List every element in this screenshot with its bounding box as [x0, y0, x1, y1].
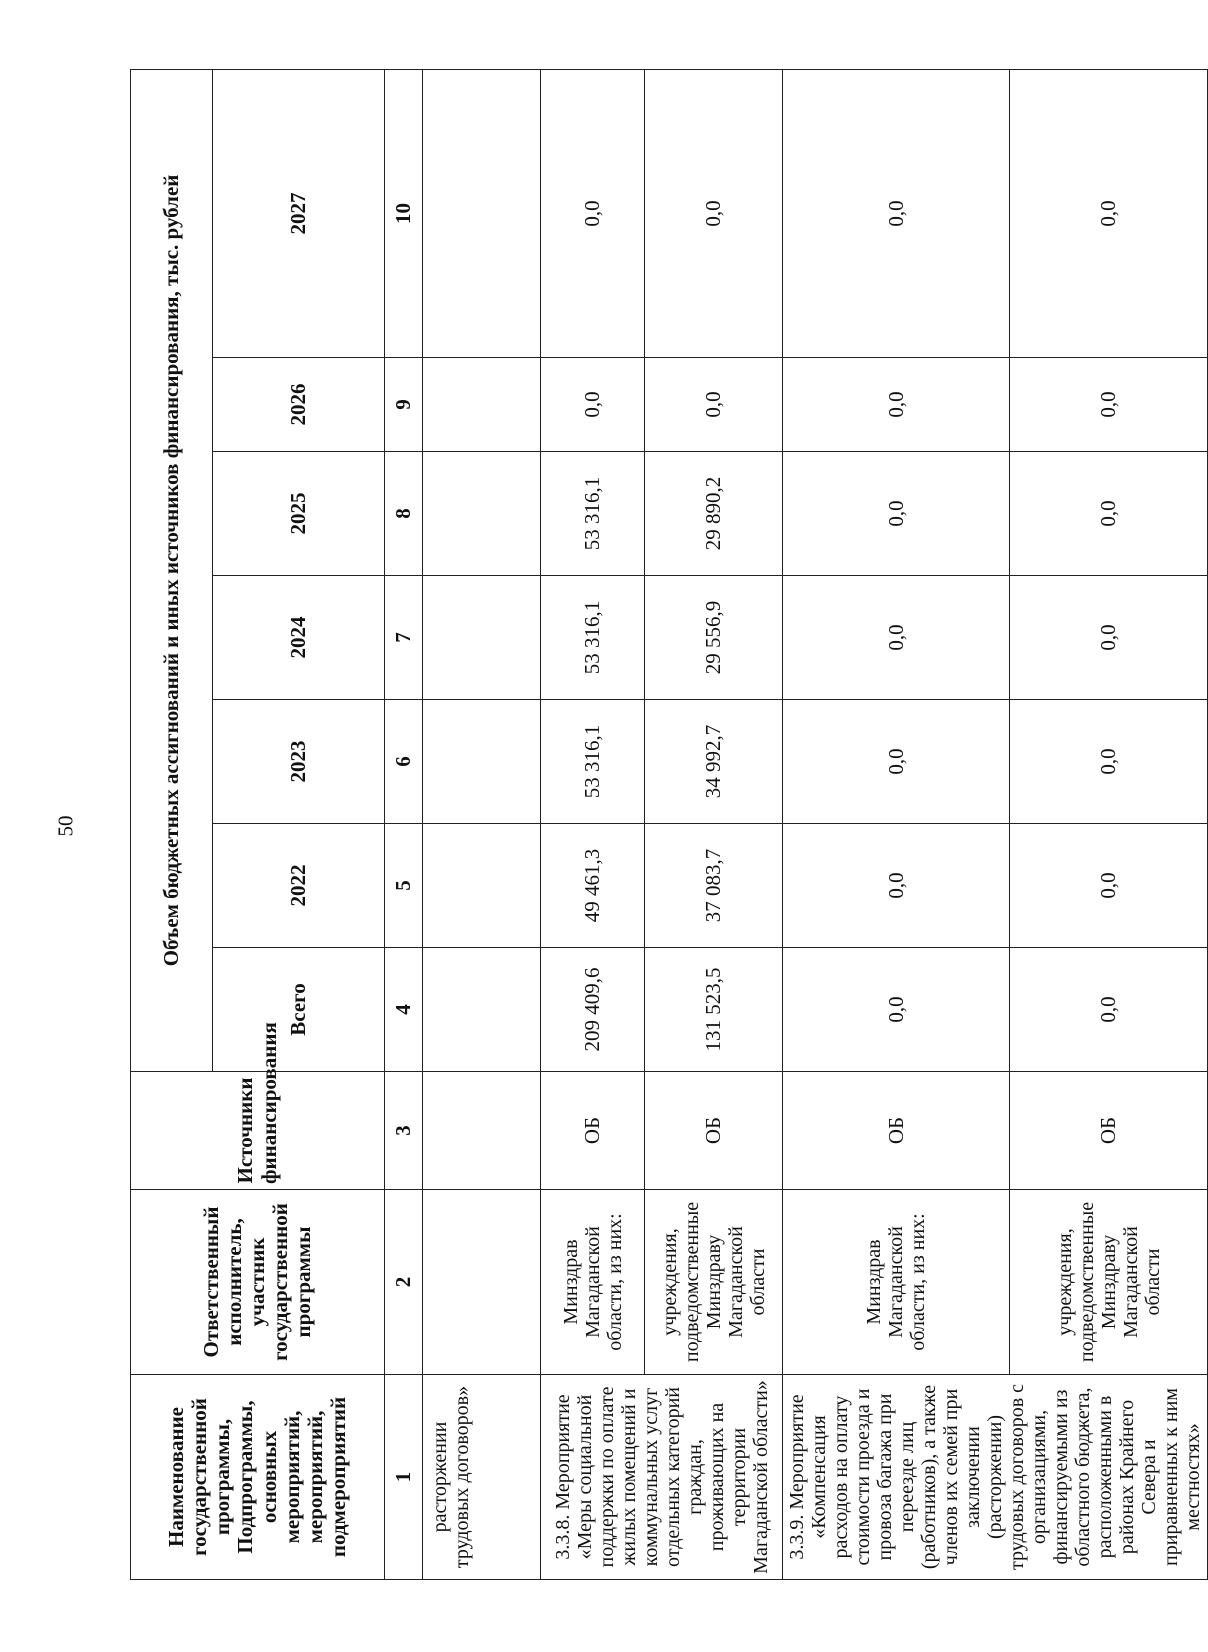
- value-cell: 0,0: [541, 69, 645, 357]
- header-year-total: Всего: [213, 948, 385, 1072]
- value-cell: 0,0: [783, 358, 1010, 452]
- item-name: 3.3.8. Мероприятие «Меры социальной поддержки по оплате жилых помещений и коммунальных услуг отдельных категорий граждан, проживающих на территории Магаданской области»: [541, 1375, 783, 1580]
- col-number: 3: [385, 1072, 423, 1190]
- col-number: 9: [385, 358, 423, 452]
- value-cell: 0,0: [1010, 69, 1208, 357]
- source-cell: ОБ: [645, 1072, 783, 1190]
- column-number-row: [385, 69, 423, 1579]
- executor-cell: учреждения, подведомственные Минздраву Магаданской области: [1010, 1190, 1208, 1375]
- table-row: [1010, 69, 1208, 1579]
- value-cell: 53 316,1: [541, 576, 645, 700]
- header-year-2026: 2026: [213, 358, 385, 452]
- value-cell: 0,0: [645, 69, 783, 357]
- item-name: 3.3.9. Мероприятие «Компенсация расходов на оплату стоимости проезда и провоза багажа при переезде лиц (работников), а также членов их семей при заключении (расторжении) трудовых договоров с организациями, финансируемыми из областного бюджета, расположенными в районах Крайнего Севера и приравненных к ним местностях»: [783, 1375, 1208, 1580]
- header-year-2023: 2023: [213, 700, 385, 824]
- value-cell: 0,0: [783, 824, 1010, 948]
- executor-cell: учреждения, подведомственные Минздраву Магаданской области: [645, 1190, 783, 1375]
- header-year-2024: 2024: [213, 576, 385, 700]
- value-cell: 37 083,7: [645, 824, 783, 948]
- header-group: Объем бюджетных ассигнований и иных источников финансирования, тыс. рублей: [131, 69, 213, 1071]
- budget-table: [130, 69, 1208, 1580]
- executor-cell: Минздрав Магаданской области, из них:: [541, 1190, 645, 1375]
- header-year-2025: 2025: [213, 452, 385, 576]
- value-cell: 0,0: [783, 700, 1010, 824]
- value-cell: 209 409,6: [541, 948, 645, 1072]
- col-number: 1: [385, 1375, 423, 1580]
- continuation-text: расторжении трудовых договоров»: [423, 1375, 541, 1580]
- value-cell: 0,0: [1010, 824, 1208, 948]
- value-cell: 0,0: [783, 948, 1010, 1072]
- value-cell: 34 992,7: [645, 700, 783, 824]
- value-cell: 53 316,1: [541, 700, 645, 824]
- table-row: [541, 69, 645, 1579]
- value-cell: 0,0: [783, 69, 1010, 357]
- value-cell: 0,0: [1010, 948, 1208, 1072]
- source-cell: ОБ: [1010, 1072, 1208, 1190]
- col-number: 6: [385, 700, 423, 824]
- continuation-row: [423, 69, 541, 1579]
- value-cell: 0,0: [645, 358, 783, 452]
- col-number: 5: [385, 824, 423, 948]
- header-name: Наименование государственной программы, Подпрограммы, основных мероприятий, мероприятий, подмероприятий: [131, 1375, 385, 1580]
- page-number: 50: [53, 815, 78, 837]
- col-number: 2: [385, 1190, 423, 1375]
- executor-cell: Минздрав Магаданской области, из них:: [783, 1190, 1010, 1375]
- value-cell: 0,0: [1010, 358, 1208, 452]
- table-row: [645, 69, 783, 1579]
- header-source: Источники финансирования: [131, 1072, 385, 1190]
- value-cell: 0,0: [1010, 576, 1208, 700]
- table-row: [783, 69, 1010, 1579]
- header-year-2027: 2027: [213, 69, 385, 357]
- value-cell: 0,0: [1010, 700, 1208, 824]
- value-cell: 0,0: [783, 452, 1010, 576]
- header-executor: Ответственный исполнитель, участник государственной программы: [131, 1190, 385, 1375]
- value-cell: 0,0: [783, 576, 1010, 700]
- source-cell: ОБ: [783, 1072, 1010, 1190]
- source-cell: ОБ: [541, 1072, 645, 1190]
- col-number: 4: [385, 948, 423, 1072]
- value-cell: 29 890,2: [645, 452, 783, 576]
- value-cell: 29 556,9: [645, 576, 783, 700]
- value-cell: 0,0: [1010, 452, 1208, 576]
- value-cell: 131 523,5: [645, 948, 783, 1072]
- col-number: 7: [385, 576, 423, 700]
- value-cell: 53 316,1: [541, 452, 645, 576]
- col-number: 10: [385, 69, 423, 357]
- value-cell: 0,0: [541, 358, 645, 452]
- col-number: 8: [385, 452, 423, 576]
- budget-table-sheet: [130, 70, 1204, 1580]
- header-year-2022: 2022: [213, 824, 385, 948]
- value-cell: 49 461,3: [541, 824, 645, 948]
